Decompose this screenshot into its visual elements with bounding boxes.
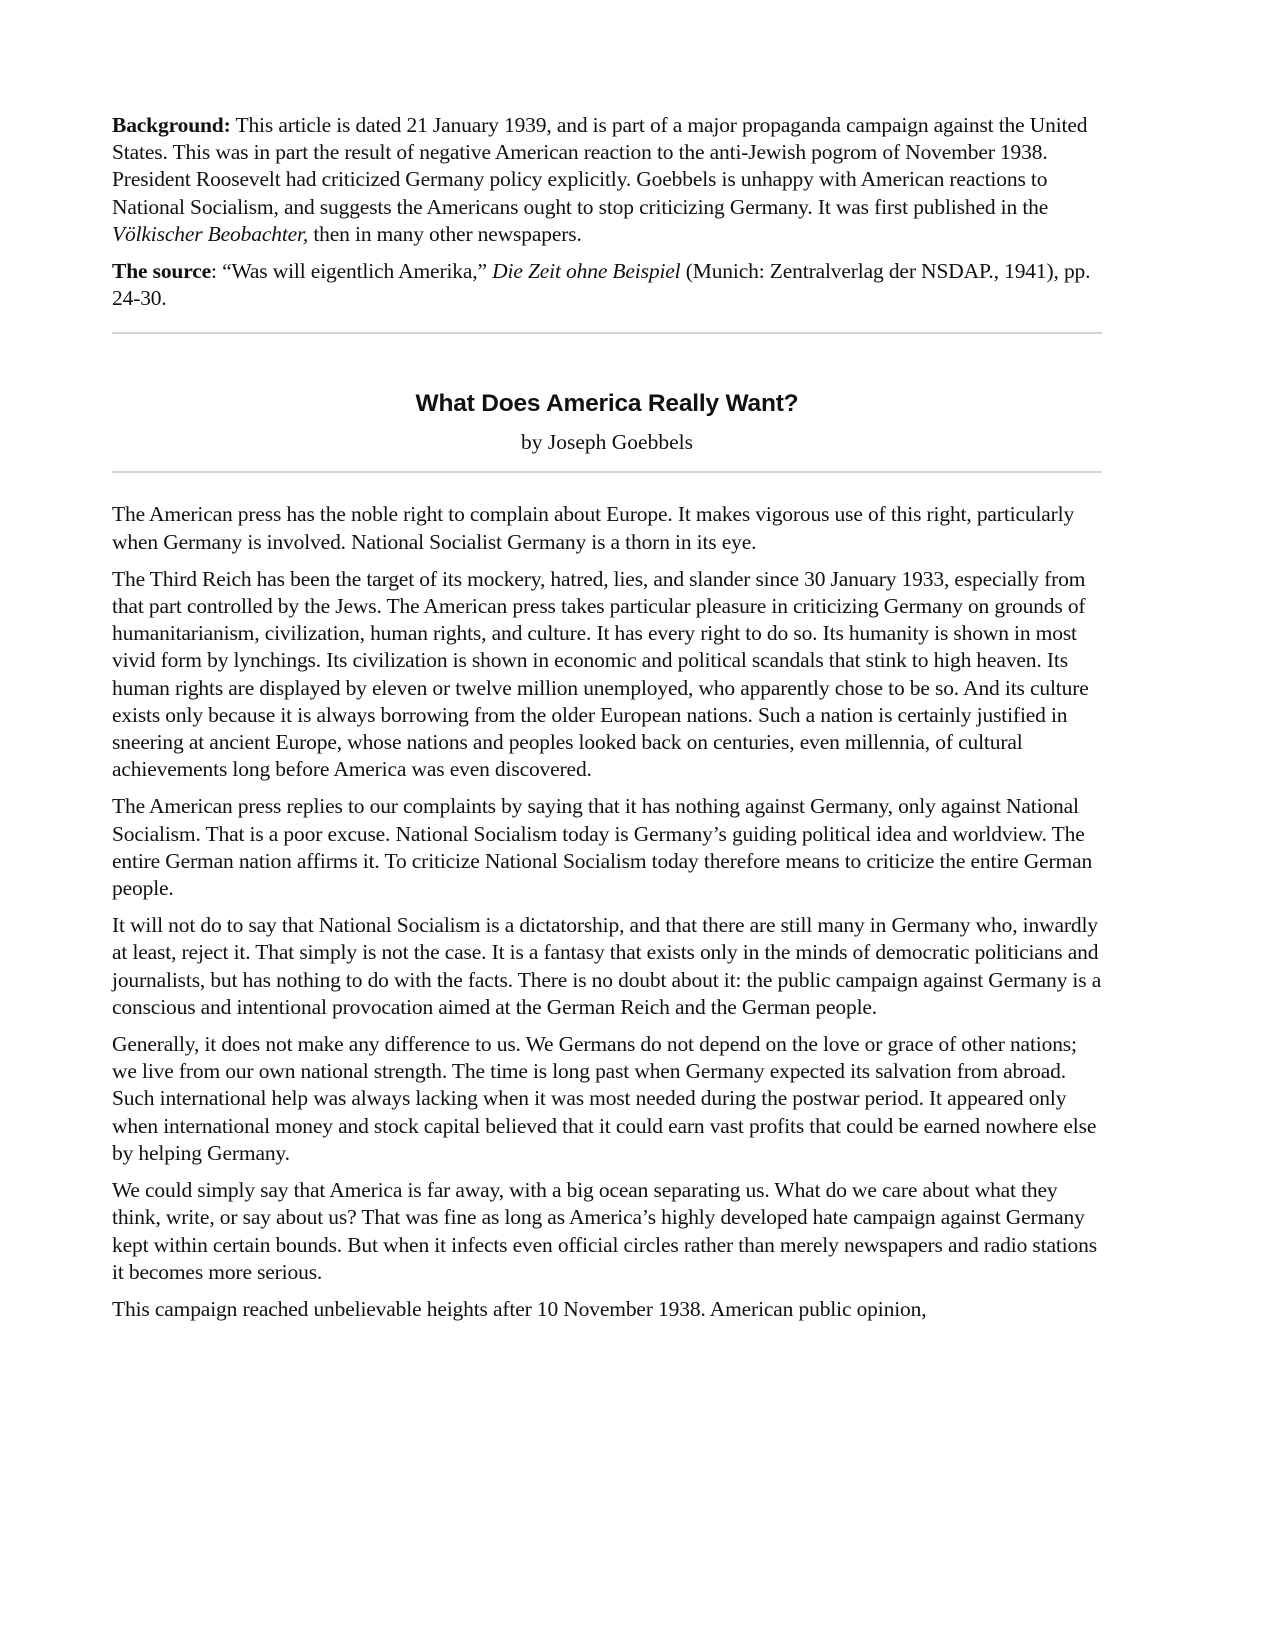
article-paragraph: The American press has the noble right to complain about Europe. It makes vigorous use of this right, particularly when Germany is involved. National Socialist Germany is a thorn in its eye.: [112, 502, 1075, 554]
source-book-title: Die Zeit ohne Beispiel: [492, 259, 681, 284]
article-paragraph: It will not do to say that National Socialism is a dictatorship, and that there are still many in Germany who, inwardly at least, reject it. That simply is not the case. It is a fantasy that exists only in the minds of democratic politicians and journalists, but has nothing to do with the facts. There is no doubt about it: the public campaign against Germany is a conscious and intentional provocation aimed at the German Reich and the German people.: [112, 913, 1102, 1019]
background-text-end: then in many other newspapers.: [308, 221, 582, 246]
article-paragraph: This campaign reached unbelievable heights after 10 November 1938. American public opinion,: [112, 1296, 927, 1321]
background-text: This article is dated 21 January 1939, and is part of a major propaganda campaign against the United States. This was in part the result of negative American reaction to the anti-Jewish pogrom of November 1938. President Roosevelt had criticized Germany policy explicitly. Goebbels is unhappy with American reactions to National Socialism, and suggests the Americans ought to stop criticizing Germany. It was first published in the: [112, 113, 1088, 219]
background-label: Background:: [112, 113, 231, 137]
article-title: What Does America Really Want?: [415, 390, 799, 418]
document-page: [112, 112, 1102, 1333]
article-paragraph: We could simply say that America is far away, with a big ocean separating us. What do we care about what they think, write, or say about us? That was fine as long as America’s highly developed hate campaign against Germany kept within certain bounds. But when it infects even official circles rather than merely newspapers and radio stations it becomes more serious.: [112, 1178, 1097, 1284]
article-byline: by Joseph Goebbels: [521, 430, 693, 455]
article-body: [112, 501, 1102, 1323]
article-paragraph: Generally, it does not make any difference to us. We Germans do not depend on the love or grace of other nations; we live from our own national strength. The time is long past when Germany expected its salvation from abroad. Such international help was always lacking when it was most needed during the postwar period. It appeared only when international money and stock capital believed that it could earn vast profits that could be earned nowhere else by helping Germany.: [112, 1032, 1097, 1165]
newspaper-title: Völkischer Beobachter,: [112, 221, 309, 246]
divider-top: [112, 332, 1102, 334]
source-text: : “Was will eigentlich Amerika,”: [211, 259, 493, 284]
background-paragraph: [112, 112, 1102, 248]
article-paragraph: The American press replies to our complaints by saying that it has nothing against Germany, only against National Socialism. That is a poor excuse. National Socialism today is Germany’s guiding political idea and worldview. The entire German nation affirms it. To criticize National Socialism today therefore means to criticize the entire German people.: [112, 794, 1093, 901]
source-paragraph: [112, 258, 1102, 312]
divider-bottom: [112, 471, 1102, 473]
article-paragraph: The Third Reich has been the target of its mockery, hatred, lies, and slander since 30 January 1933, especially from that part controlled by the Jews. The American press takes particular pleasure in criticizing Germany on grounds of humanitarianism, civilization, human rights, and culture. It has every right to do so. Its humanity is shown in most vivid form by lynchings. Its civilization is shown in economic and political scandals that stink to high heaven. Its human rights are displayed by eleven or twelve million unemployed, who apparently chose to be so. And its culture exists only because it is always borrowing from the older European nations. Such a nation is certainly justified in sneering at ancient Europe, whose nations and peoples looked back on centuries, even millennia, of cultural achievements long before America was even discovered.: [112, 566, 1089, 782]
source-text-end: (Munich: Zentralverlag der NSDAP., 1941), pp. 24-30.: [112, 259, 1091, 311]
source-label: The source: [112, 259, 212, 284]
